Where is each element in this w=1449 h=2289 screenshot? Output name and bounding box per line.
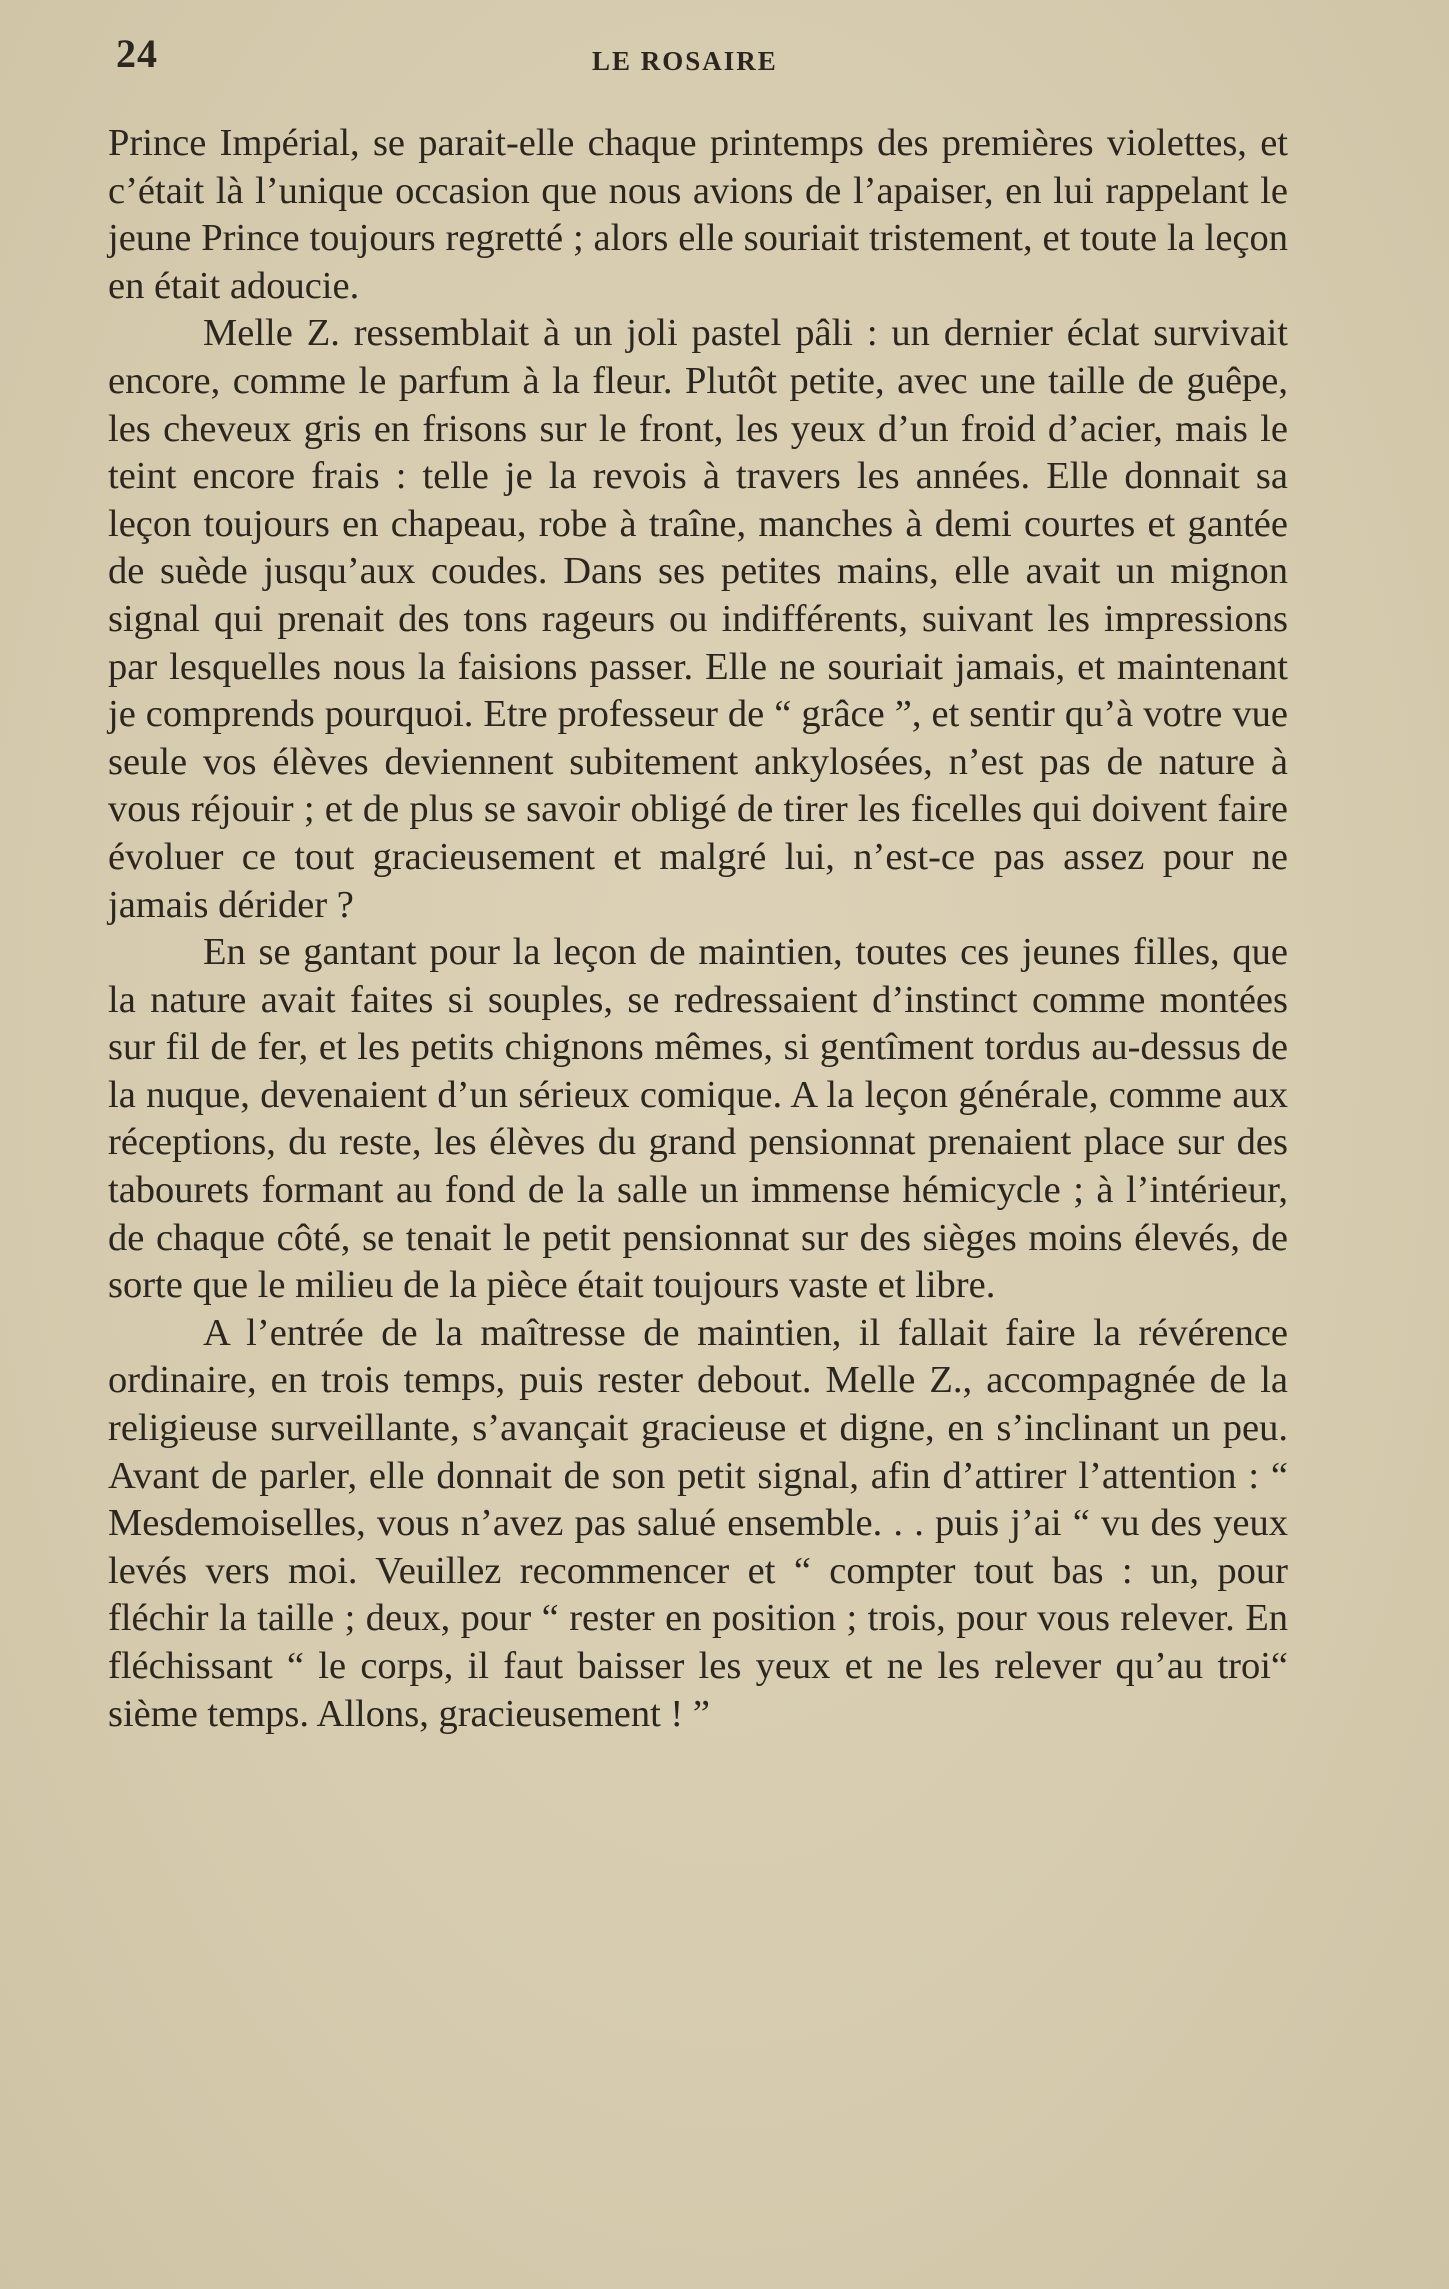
- running-head: LE ROSAIRE: [592, 46, 778, 76]
- page-number: 24: [116, 31, 158, 76]
- paragraph-continued: Prince Impérial, se parait-elle chaque printemps des premières violettes, et c’était là l’unique occasion que nous avions de l’apaiser, en lui rappelant le jeune Prince toujours regretté ; alors elle souriait tristement, et toute la leçon en était adoucie.: [108, 122, 1288, 307]
- paragraph-melle-z-description: Melle Z. ressemblait à un joli pastel pâli : un dernier éclat survivait encore, comme le parfum à la fleur. Plutôt petite, avec une taille de guêpe, les cheveux gris en frisons sur le front, les yeux d’un froid d’acier, mais le teint encore frais : telle je la revois à travers les années. Elle donnait sa leçon toujours en chapeau, robe à traîne, manches à demi courtes et gantée de suède jusqu’aux coudes. Dans ses petites mains, elle avait un mignon signal qui prenait des tons rageurs ou indifférents, suivant les impressions par lesquelles nous la faisions passer. Elle ne souriait jamais, et maintenant je comprends pourquoi. Etre professeur de “ grâce ”, et sentir qu’à votre vue seule vos élèves deviennent subitement ankylosées, n’est pas de nature à vous réjouir ; et de plus se savoir obligé de tirer les ficelles qui doivent faire évoluer ce tout gracieusement et malgré lui, n’est-ce pas assez pour ne jamais dérider ?: [108, 312, 1288, 926]
- paragraph-reverence: A l’entrée de la maîtresse de maintien, il fallait faire la révérence ordinaire, en trois temps, puis rester debout. Melle Z., accompagnée de la religieuse surveillante, s’avançait gracieuse et digne, en s’inclinant un peu. Avant de parler, elle donnait de son petit signal, afin d’attirer l’attention : “ Mesdemoiselles, vous n’avez pas salué ensemble. . . puis j’ai “ vu des yeux levés vers moi. Veuillez recommencer et “ compter tout bas : un, pour fléchir la taille ; deux, pour “ rester en position ; trois, pour vous relever. En fléchissant “ le corps, il faut baisser les yeux et ne les relever qu’au troi“ sième temps. Allons, gracieusement ! ”: [108, 1311, 1288, 1735]
- page-header: [112, 30, 1292, 90]
- paragraph-lecon-maintien: En se gantant pour la leçon de maintien, toutes ces jeunes filles, que la nature avait faites si souples, se redressaient d’instinct comme montées sur fil de fer, et les petits chignons mêmes, si gentîment tordus au-dessus de la nuque, devenaient d’un sérieux comique. A la leçon générale, comme aux réceptions, du reste, les élèves du grand pensionnat prenaient place sur des tabourets formant au fond de la salle un immense hémicycle ; à l’intérieur, de chaque côté, se tenait le petit pensionnat sur des sièges moins élevés, de sorte que le milieu de la pièce était toujours vaste et libre.: [108, 931, 1288, 1307]
- body-text: [108, 120, 1288, 1738]
